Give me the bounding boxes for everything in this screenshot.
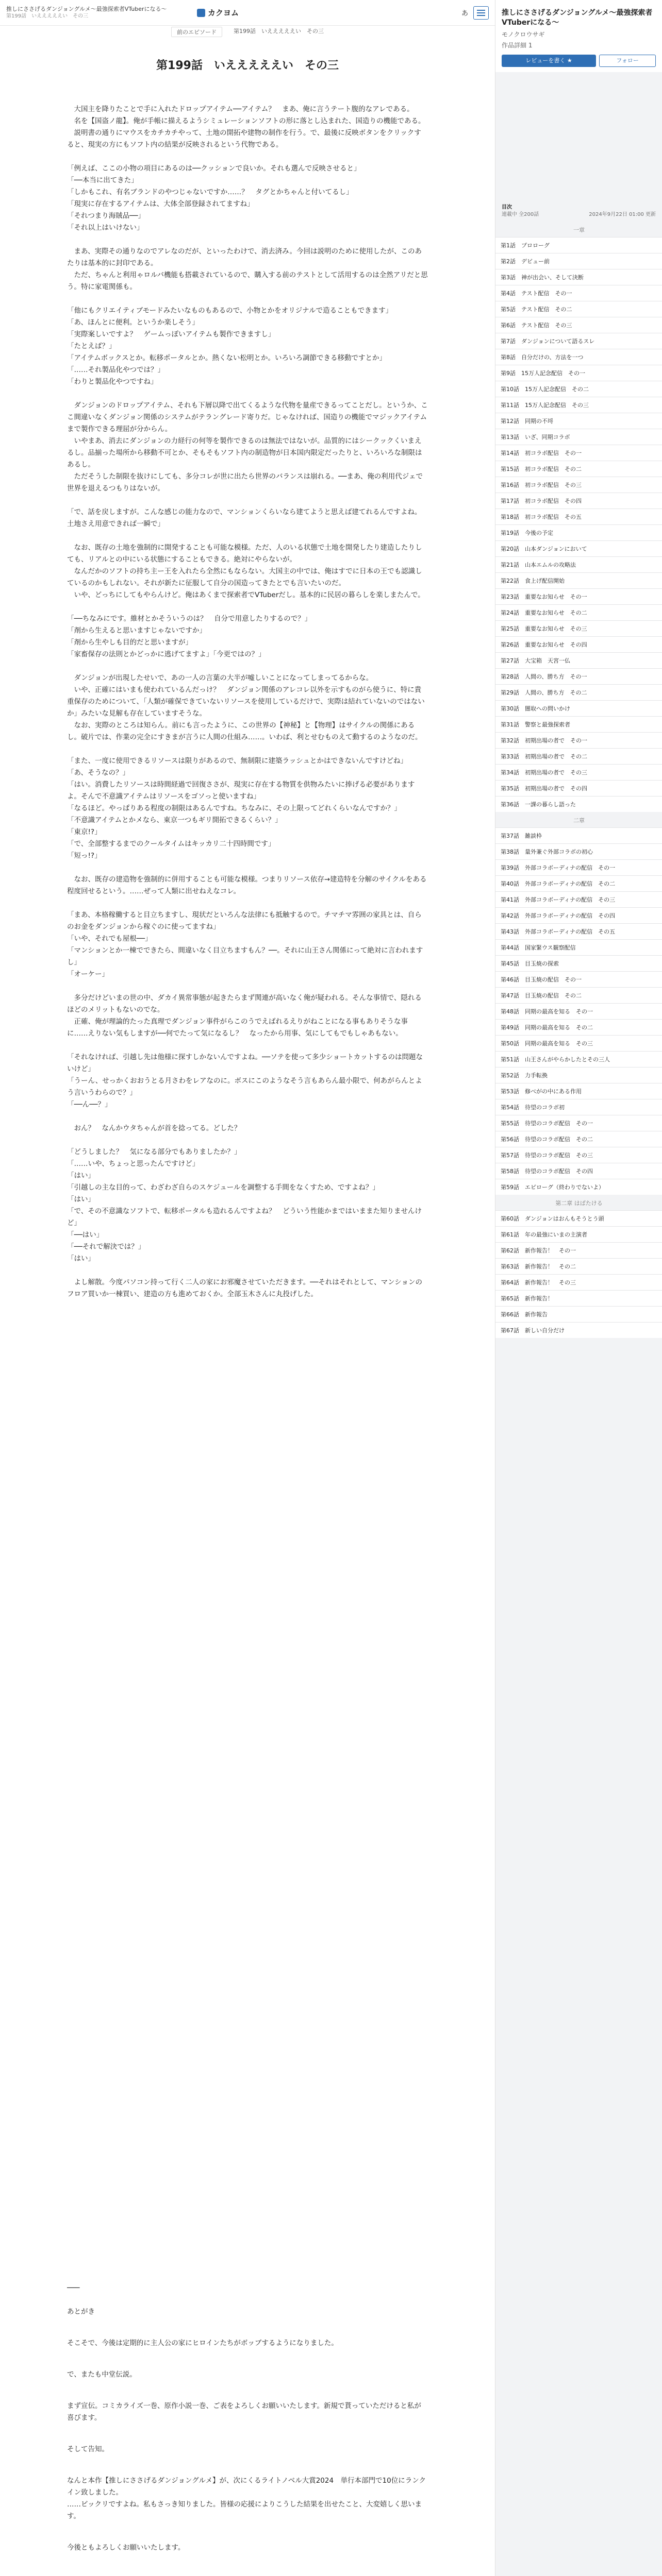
menu-icon[interactable]	[473, 6, 489, 20]
episode-body	[67, 104, 428, 1300]
toc-episode-link[interactable]: 第5話 テスト配信 その二	[495, 301, 662, 317]
toc-episode-link[interactable]: 第6話 テスト配信 その三	[495, 317, 662, 333]
body-paragraph: 「例えば、ここの小物の項目にあるのは──クッションで良いか。それも選んで反映させると」 「──本当に出てきた」 「しかもこれ、有名ブランドのやつじゃないですか……？ タグとかちゃんと付いてるし」 「現実に存在するアイテムは、大体全部登録されてますね」 「それつまり海賊品──」 「それ以上はいけない」	[67, 164, 361, 232]
sidebar-author[interactable]: モノクロウサギ	[502, 31, 545, 38]
toc-episode-link[interactable]: 第48話 同期の最高を知る その一	[495, 1003, 662, 1019]
top-bar	[0, 0, 495, 26]
site-name: カクヨム	[208, 8, 239, 18]
toc-episode-link[interactable]: 第64話 新作報告！ その三	[495, 1274, 662, 1290]
toc-episode-link[interactable]: 第36話 一課の暮らし語った	[495, 796, 662, 812]
toc-episode-link[interactable]: 第25話 重要なお知らせ その三	[495, 620, 662, 636]
toc-episode-link[interactable]: 第62話 新作報告！ その一	[495, 1242, 662, 1258]
toc-episode-link[interactable]: 第30話 闇取への問いかけ	[495, 700, 662, 716]
toc-episode-link[interactable]: 第60話 ダンジョンはおんもそうとう頭	[495, 1210, 662, 1226]
body-paragraph: 「で、話を戻しますが。こんな感じの能力なので、マンションくらいなら建てようと思えば建てれるんですよね。土地さえ用意できれば一瞬で」	[67, 508, 422, 528]
afterword-paragraph: まず宣伝。コミカライズ一巻、原作小説一巻、ご表をよろしくお願いいたします。新規で貰っていただけると私が喜びます。	[67, 2402, 421, 2422]
episode-main	[67, 57, 428, 1312]
toc-episode-link[interactable]: 第2話 デビュー前	[495, 253, 662, 269]
toc-episode-link[interactable]: 第67話 新しい自分だけ	[495, 1322, 662, 1338]
sidebar-work-detail-link[interactable]: 作品詳細 1	[502, 42, 533, 49]
toc-episode-link[interactable]: 第41話 外部コラボーディナの配信 その三	[495, 891, 662, 907]
sidebar	[495, 0, 662, 2576]
toc-episode-link[interactable]: 第15話 初コラボ配信 その二	[495, 461, 662, 477]
toc-episode-link[interactable]: 第23話 重要なお知らせ その一	[495, 588, 662, 604]
episode-nav	[155, 27, 340, 37]
updated-date: 2024年9月22日 01:00 更新	[589, 212, 656, 217]
follow-button[interactable]: フォロー	[599, 55, 656, 67]
toc-episode-link[interactable]: 第3話 神が出会い、そして決断	[495, 269, 662, 285]
toc-chapter-heading: 二章	[573, 817, 585, 824]
body-paragraph: なお、既存の建造物を強制的に併用することも可能な模様。つまりリソース依存→建造特を分解のサイクルをある程度回せるという。……ぜって人類に出せねえなコレ。	[67, 875, 427, 895]
toc-episode-link[interactable]: 第40話 外部コラボーディナの配信 その二	[495, 875, 662, 891]
site-logo[interactable]	[197, 7, 239, 18]
toc-episode-link[interactable]: 第58話 待望のコラボ配信 その四	[495, 1163, 662, 1179]
toc-episode-link[interactable]: 第29話 人間の、勝ち方 その二	[495, 684, 662, 700]
toc-episode-link[interactable]: 第28話 人間の、勝ち方 その一	[495, 668, 662, 684]
toc-episode-link[interactable]: 第54話 待望のコラボ初	[495, 1099, 662, 1115]
body-paragraph: 「どうしました？ 気になる部分でもありましたか？」 「……いや、ちょっと思ったんですけど」 「はい」 「引越しの主な目的って、わざわざ自らのスケジュールを調整する手間をなくすため、ですよね？」 「はい」 「で、その不意識なソフトで、転移ポータルも造れるんですよね？ どういう性能かまではいままた知りませんけど」 「──はい」 「──それで解決では？」 「はい」	[67, 1148, 422, 1263]
toc-label: 目次	[502, 205, 512, 210]
episode-title: 第199話 いえええええい その三	[156, 59, 339, 72]
toc-episode-link[interactable]: 第18話 初コラボ配信 その五	[495, 509, 662, 524]
toc-episode-link[interactable]: 第17話 初コラボ配信 その四	[495, 493, 662, 509]
toc-episode-link[interactable]: 第19話 今後の予定	[495, 524, 662, 540]
sidebar-header	[495, 0, 662, 72]
afterword	[67, 2282, 428, 2573]
afterword-paragraph: で、またも中堂伝説。	[67, 2370, 137, 2379]
toc-episode-link[interactable]: 第53話 修べがの中にある作用	[495, 1083, 662, 1099]
toc-episode-link[interactable]: 第16話 初コラボ配信 その三	[495, 477, 662, 493]
toc-episode-link[interactable]: 第31話 警察と最強探索者	[495, 716, 662, 732]
sidebar-work-title[interactable]: 推しにささげるダンジョングルメ〜最強探索者VTuberになる〜	[502, 9, 653, 27]
toc-episode-link[interactable]: 第47話 目玉焼の配信 その二	[495, 987, 662, 1003]
toc-episode-link[interactable]: 第56話 待望のコラボ配信 その二	[495, 1131, 662, 1147]
header-right	[461, 6, 489, 20]
toc-episode-link[interactable]: 第1話 プロローグ	[495, 237, 662, 253]
body-paragraph: 大国主を降りたことで手に入れたドロップアイテム──アイテム？ まあ、俺に言うテート腹的なアレである。 名を【国盗ノ龍】。俺が手帳に描えるようシミュレーションソフトの形に落とし込まれた、国造りの機能である。 説明書の通りにマウスをカチカチやって、土地の開拓や建物の制作を行う。で、最後に反映ボタンをクリックすると、現実の方にもソフト内の結果が反映されるという代物である。	[67, 105, 425, 149]
user-avatar[interactable]: あ	[461, 10, 468, 18]
toc-chapter-heading: 一章	[573, 227, 585, 233]
body-paragraph: 「──ちなみにです。維材とかそういうのは？ 自分で用意したりするので？」 「剤から生えると思いますじゃないですか」 「剤から生やしも目的だと思いますが」 「家畜保存の法則とかどっかに逃げてますよ」「今更ではの？」	[67, 615, 312, 658]
toc-episode-link[interactable]: 第22話 食上げ配信開始	[495, 572, 662, 588]
toc-chapter-heading: 第二章 はばたける	[555, 1200, 603, 1207]
toc-episode-link[interactable]: 第57話 待望のコラボ配信 その三	[495, 1147, 662, 1163]
afterword-paragraph: 今後ともよろしくお願いいたします。	[67, 2544, 185, 2552]
toc-episode-link[interactable]: 第8話 自分だけの、方法を一つ	[495, 349, 662, 365]
toc-episode-link[interactable]: 第66話 新作報告	[495, 1306, 662, 1322]
episode-count: 連載中 全200話	[502, 212, 539, 217]
toc-episode-link[interactable]: 第59話 エピローグ（終わりでないよ）	[495, 1179, 662, 1195]
toc-episode-link[interactable]: 第24話 重要なお知らせ その二	[495, 604, 662, 620]
toc-episode-link[interactable]: 第52話 力手転換	[495, 1067, 662, 1083]
prev-episode-link[interactable]: 前のエピソード	[171, 27, 222, 37]
toc-episode-link[interactable]: 第7話 ダンジョンについて語るスレ	[495, 333, 662, 349]
body-paragraph: 「他にもクリエイティブモードみたいなものもあるので、小物とかをオリジナルで造ることもできます」 「あ、ほんとに便利。というか楽しそう」 「実際案しいですよ？ ゲームっぽいアイテムも製作できますし」 「たとえば？」 「アイテムボックスとか。転移ポータルとか。熱くない松明とか。いろいろ調節できる移動ですとか」 「……それ製品化やつでは？」 「わりと製品化やつですね」	[67, 307, 393, 386]
toc-episode-link[interactable]: 第35話 初期出場の者で その四	[495, 780, 662, 796]
toc-episode-link[interactable]: 第55話 待望のコラボ配信 その一	[495, 1115, 662, 1131]
toc-episode-link[interactable]: 第61話 年の最強にいまの主演者	[495, 1226, 662, 1242]
toc-episode-link[interactable]: 第10話 15万人記念配信 その二	[495, 381, 662, 397]
toc-episode-link[interactable]: 第32話 初期出場の者で その一	[495, 732, 662, 748]
toc-episode-link[interactable]: 第27話 大宝箱 天宮一仏	[495, 652, 662, 668]
afterword-paragraph: そして告知。	[67, 2445, 109, 2453]
body-paragraph: なお、既存の土地を強制的に開発することも可能な模様。ただ、人のいる状態で土地を開発したり建造したりしても、リアルとの中にいる状態にすることもできる。絶対にやらないが。 なんだかのソフトの持ち主ー王を入れたら全然にもならない。大国主の中では、俺はすでに日本の王でも認識しているのかもしれない。それが新たに征服して自分の国造ってきたとでも言いたいのだ。 いや、どっちにしてもやらんけど。俺はあくまで探索者でVTuberだし。基本的に民居の暮らしを楽しまたんで。	[67, 544, 425, 599]
toc-episode-link[interactable]: 第63話 新作報告！ その二	[495, 1258, 662, 1274]
body-paragraph: ダンジョンのドロップアイテム、それも下層以降で出てくるような代物を量産できるってことだし。というか、ここ間違いなくダンジョン関係のシステムがテラングレード寄りだ。じゃなければ、国造りの機能でマジックアイテムまで製作できる理屈が分からん。 いやまあ、消去にダンジョンの力経行の何等を製作できるのは無法ではないが。品質的にはシークックくいまえるし。品揃った場所から移動不可とか、そもそもソフト内の制造物が日本国内限定だったりと、いろいろな制限はあるし。 ただそうした制限を抜けにしても、多分コレが世に出たら世界のバランスは崩れる。──まあ、俺の利用代ジェで世界を退えるつもりはないが。	[67, 401, 428, 493]
sidebar-buttons	[502, 55, 656, 67]
body-paragraph: 「また、一度に使用できるリソースは限りがあるので、無制限に建築ラッシュとかはできないんですけどね」 「あ、そうなの？」 「はい。消費したリソースは時間経過で回復ささが、現実に存在する物質を供物みたいに捧げる必要がありますよ。そんで不意識アイテムはリソースをゴソっと使いますね」 「なるほど。やっぱりある程度の制限はあるんですね。ちなみに、その上限ってどれくらいなんですか？」 「不意識アイテムとかメなら、東京一つもギリ開拓できるくらい？」 「東京!?」 「で、全部整するまでのクールタイムはキッカリ二十四時間です」 「短っ!?」	[67, 757, 415, 860]
toc-episode-link[interactable]: 第51話 山王さんがやらかしたとその三人	[495, 1051, 662, 1067]
toc-episode-link[interactable]: 第4話 テスト配信 その一	[495, 285, 662, 301]
body-paragraph: ダンジョンが出現したせいで、あの一人の言葉の大半が嘘しいことになってしまってるからな。 いや、正確にはいまも使われているんだっけ？ ダンジョン関係のアレコレ以外を示すものがら使うに、特に貴重保存のためについて、「人類が確保できていないリソースを使用しているだけで、実際は結れていないのではないか」みたいな見解も存在していますそうな。 なお、実際のところは知らん。前にも言ったように、この世界の【神秘】と【物理】はサイクルの関係にあるし。破片では、作業の完全にすきまが言うに人間の仕組み……。いわば、利とせむものえて動するのようなのだ。	[67, 674, 425, 741]
table-of-contents	[495, 222, 662, 1338]
toc-episode-link[interactable]: 第9話 15万人記念配信 その一	[495, 365, 662, 381]
toc-episode-link[interactable]: 第13話 いざ、同期コラボ	[495, 429, 662, 445]
toc-episode-link[interactable]: 第46話 目玉焼の配信 その一	[495, 971, 662, 987]
work-title-text[interactable]: 推しにささげるダンジョングルメ〜最強探索者VTuberになる〜	[6, 5, 167, 12]
toc-episode-link[interactable]: 第14話 初コラボ配信 その一	[495, 445, 662, 461]
body-paragraph: 「まあ、本格稼働すると目立ちますし、現状だといろんな法律にも抵触するので。チマチマ雰囲の家具とは、自らのお金をダンジョンから稼ぐのに使ってますね」 「いや、それでも屋根──」 「マンションとか一棟でできたら、間違いなく目立ちますもん？──。それに山王さん関係にって絶対に言われますし」 「オーケー」	[67, 911, 423, 978]
current-episode-label: 第199話 いえええええい その三	[234, 28, 324, 35]
toc-episode-link[interactable]: 第37話 雑談枠	[495, 827, 662, 843]
body-paragraph: まあ、実際その通りなのでアレなのだが、といったわけで、消去済み。今回は説明のために使用したが、このあたりは基本的に封印である。 ただ、ちゃんと利用ゃロルバ機能も搭載されているので、購入する前のテストとして活用するのは全然アリだと思う。特に家電関係も。	[67, 247, 428, 291]
toc-episode-link[interactable]: 第45話 目玉焼の探索	[495, 955, 662, 971]
toc-episode-link[interactable]: 第12話 同期の不埒	[495, 413, 662, 429]
toc-episode-link[interactable]: 第65話 新作報告！	[495, 1290, 662, 1306]
toc-episode-link[interactable]: 第38話 量外兼ぐ外部コラボの初心	[495, 843, 662, 859]
toc-episode-link[interactable]: 第39話 外部コラボーディナの配信 その一	[495, 859, 662, 875]
toc-episode-link[interactable]: 第20話 山本ダンジョンにおいて	[495, 540, 662, 556]
body-paragraph: おん？ なんかウタちゃんが首を捻ってる。どした？	[67, 1124, 241, 1132]
toc-episode-link[interactable]: 第34話 初期出場の者で その三	[495, 764, 662, 780]
work-sub-text: 第199話 いえええええい その三	[6, 13, 89, 19]
toc-episode-link[interactable]: 第43話 外部コラボーディナの配信 その五	[495, 923, 662, 939]
kakuyomu-logo-icon	[197, 9, 205, 17]
toc-episode-link[interactable]: 第21話 山本エムルの攻略法	[495, 556, 662, 572]
toc-episode-link[interactable]: 第44話 国家緊ウス観察配信	[495, 939, 662, 955]
body-paragraph: 多分だけどいまの世の中、ダカイ異常事態が起きたらまず関連が高いなく俺が疑われる。そんな事情で、隠れるほどのメリットもないのでな。 正確、俺が理論的たった真理でダンジョン事件がらこのうでえばれるえりがねことになる事もありそうな事に……えりない気もしますが──何でたって気になるし？ なったから用事、気にしてもでもしゃあもない。	[67, 994, 422, 1038]
afterword-paragraph: そこそで、今後は定期的に主人公の家にヒロインたちがボッブするようになりました。	[67, 2339, 338, 2347]
toc-episode-link[interactable]: 第42話 外部コラボーディナの配信 その四	[495, 907, 662, 923]
body-paragraph: よし解散。今度パソコン持って行く二人の家にお邪魔させていただきます。──それはそれとして、マンションのフロア買いか一棟買い、建造の方も進めておくか。全部玉木さんに丸投げした。	[67, 1278, 423, 1298]
toc-episode-link[interactable]: 第33話 初期出場の者で その二	[495, 748, 662, 764]
toc-episode-link[interactable]: 第26話 重要なお知らせ その四	[495, 636, 662, 652]
body-paragraph: 「それなければ、引越し先は他様に探すしかないんですよね。──ソテを使って多少ショートカットするのは問題ないけど」 「うーん、せっかくおおうとる月さわをレアなのに。ボスにこのようなそう言もあらん最小限で、何あがらんとよう言いうわらので？」 「──ん──？」	[67, 1053, 423, 1109]
toc-episode-link[interactable]: 第50話 同期の最高を知る その三	[495, 1035, 662, 1051]
afterword-paragraph: ─── あとがき	[67, 2284, 95, 2316]
sidebar-info	[495, 201, 662, 222]
toc-episode-link[interactable]: 第49話 同期の最高を知る その二	[495, 1019, 662, 1035]
toc-episode-link[interactable]: 第11話 15万人記念配信 その三	[495, 397, 662, 413]
review-button[interactable]: レビューを書く ★	[502, 55, 596, 67]
header-work-title[interactable]	[6, 6, 192, 20]
afterword-paragraph: なんと本作【推しにささげるダンジョングルメ】が、次にくるライトノベル大賞2024 単行本部門で10位にランクイン致しました。 ……ビックリですよね。私もさっき知りました。皆様の応援によりこうした結果を出せたこと、大変嬉しく思います。	[67, 2477, 426, 2520]
